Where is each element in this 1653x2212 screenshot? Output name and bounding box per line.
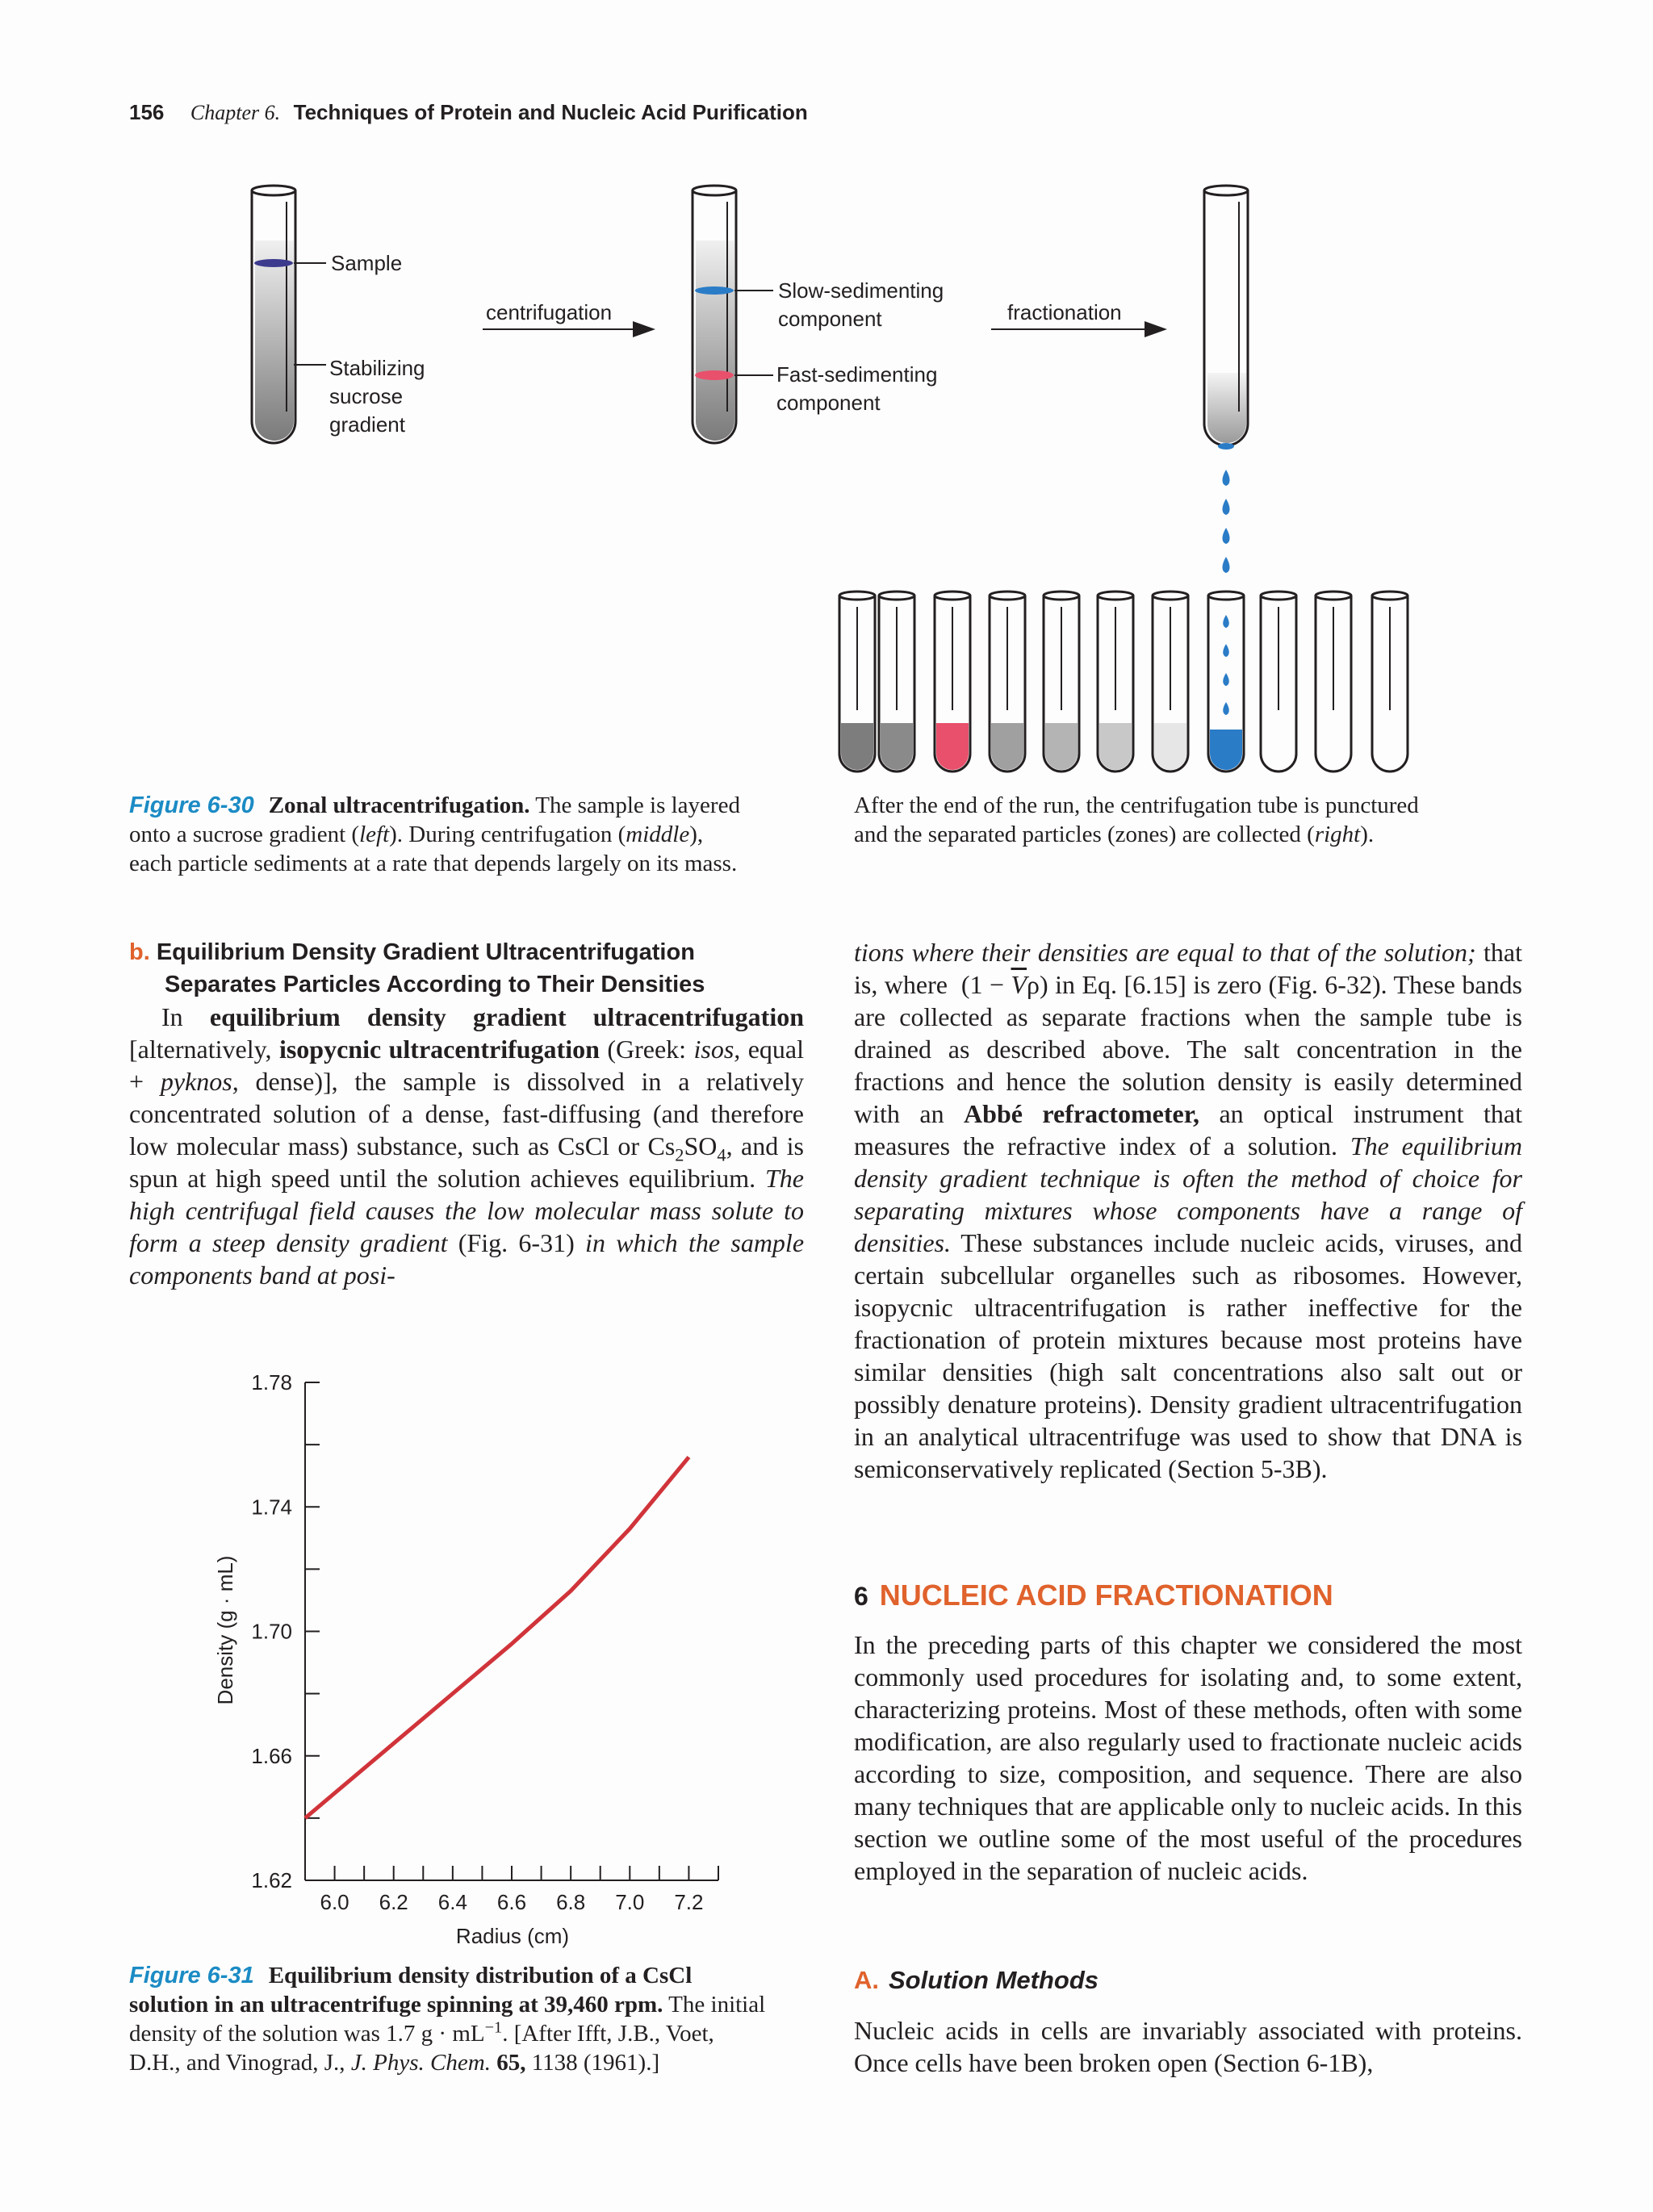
y-tick-label: 1.66 xyxy=(251,1743,292,1768)
x-tick-label: 7.2 xyxy=(674,1890,704,1914)
chapter-title: Techniques of Protein and Nucleic Acid Purification xyxy=(293,100,808,124)
figure-title: Zonal ultracentrifugation. xyxy=(268,792,530,818)
label-fast-1: Fast-sedimenting xyxy=(776,362,938,387)
collection-tube-6 xyxy=(1098,592,1133,771)
caption-text: . [After Ifft, J.B., Voet, xyxy=(502,2021,714,2047)
caption-text: 1138 (1961).] xyxy=(531,2050,660,2076)
collection-tubes xyxy=(839,592,1408,771)
tube-middle xyxy=(693,186,773,443)
x-tick-label: 7.0 xyxy=(615,1890,645,1914)
collection-tube-7 xyxy=(1153,592,1188,771)
section-6-paragraph: In the preceding parts of this chapter we considered the most commonly used procedures for isolating and, to some extent, characterizing proteins. Most of these methods, often with some modification, are also regularly used to fractionate nucleic acids according to size, composition, and sequence. There are also many techniques that are applicable only to nucleic acids. In this section we outline some of the most useful of the procedures employed in the separation of nucleic acids. xyxy=(854,1630,1522,1885)
label-stabilizing-2: sucrose xyxy=(329,384,404,408)
x-axis-label: Radius (cm) xyxy=(455,1924,570,1948)
caption-text: −1 xyxy=(484,2018,503,2037)
label-stabilizing-1: Stabilizing xyxy=(329,356,425,380)
label-stabilizing-3: gradient xyxy=(329,412,405,437)
section-b-paragraph: In equilibrium density gradient ultracentrifugation [alternatively, isopycnic ultracentrifugation (Greek: isos, equal + pyknos, dense)], the sample is dissolved in a relatively concentrated solution of a dense, fast-diffusing (and therefore low molecular mass) substance, such as CsCl or $Cs_2SO_4$, and is spun at high speed until the solution achieves equilibrium. The high centrifugal field causes the low molecular mass solute to form a steep density gradient (Fig. 6-31) in which the sample components band at posi- xyxy=(129,1002,805,1290)
figure-title: solution in an ultracentrifuge spinning at 39,460 rpm. xyxy=(129,1992,663,2018)
section-6-heading xyxy=(854,1579,1333,1612)
caption-text: J. Phys. Chem. xyxy=(350,2050,491,2076)
caption-text: D.H., and Vinograd, J., xyxy=(129,2050,345,2076)
figure-6-30-diagram xyxy=(0,0,1653,775)
x-tick-label: 6.4 xyxy=(437,1890,467,1914)
x-tick-label: 6.8 xyxy=(556,1890,586,1914)
caption-text: The sample is layered xyxy=(535,792,740,818)
caption-text: density of the solution was 1.7 g · mL xyxy=(129,2021,485,2047)
figure-number: Figure 6-30 xyxy=(129,792,254,818)
figure-6-30-caption-left xyxy=(129,791,807,878)
caption-text: each particle sediments at a rate that depends largely on its mass. xyxy=(129,851,738,876)
caption-text: After the end of the run, the centrifugation tube is punctured xyxy=(854,792,1419,818)
caption-text: right xyxy=(1314,822,1361,847)
fast-band xyxy=(695,370,734,380)
collection-tube-5 xyxy=(1044,592,1079,771)
caption-text: onto a sucrose gradient ( xyxy=(129,822,360,847)
collection-tube-11 xyxy=(1372,592,1408,771)
collection-tube-10 xyxy=(1316,592,1351,771)
section-title: NUCLEIC ACID FRACTIONATION xyxy=(879,1579,1333,1612)
caption-text: The initial xyxy=(668,1992,766,2018)
tube-left xyxy=(252,186,326,443)
sample-band xyxy=(254,259,293,267)
caption-text: middle xyxy=(626,822,690,847)
caption-text: ). During centrifugation ( xyxy=(389,822,626,847)
subsection-A-paragraph: Nucleic acids in cells are invariably associated with proteins. Once cells have been broken open (Section 6-1B), xyxy=(854,2016,1522,2077)
page-number: 156 xyxy=(129,100,165,124)
heading-line: Equilibrium Density Gradient Ultracentrifugation xyxy=(156,939,695,965)
y-tick-label: 1.62 xyxy=(251,1868,292,1892)
right-column xyxy=(854,936,1522,1485)
chapter-label: Chapter 6. xyxy=(190,101,281,124)
label-slow-2: component xyxy=(778,307,882,331)
figure-number: Figure 6-31 xyxy=(129,1963,254,1988)
figure-6-31-caption xyxy=(129,1961,807,2077)
x-tick-label: 6.0 xyxy=(320,1890,349,1914)
caption-text: ), xyxy=(689,822,704,847)
collection-tube-3 xyxy=(935,592,970,771)
figure-title: Equilibrium density distribution of a CsCl xyxy=(268,1963,693,1988)
tube-right xyxy=(1204,186,1248,450)
caption-text: left xyxy=(359,822,390,847)
label-sample: Sample xyxy=(331,251,403,275)
label-fast-2: component xyxy=(776,391,881,415)
subsection-letter: A. xyxy=(854,1966,879,1994)
heading-line: Separates Particles According to Their Densities xyxy=(165,972,705,997)
y-axis-label: Density (g · mL) xyxy=(213,1555,237,1705)
left-column xyxy=(129,936,804,1291)
collection-tube-9 xyxy=(1261,592,1296,771)
y-tick-label: 1.74 xyxy=(251,1495,292,1520)
caption-text: ). xyxy=(1360,822,1375,847)
right-column-paragraph: tions where their densities are equal to that of the solution; that is, where $(1 - \overline{V}\rho)$ in Eq. [6.15] is zero (Fig. 6-32). These bands are collected as separate fractions when the sample tube is drained as described above. The salt concentration in the fractions and hence the solution density is easily determined with an Abbé refractometer, an optical instrument that measures the refractive index of a solution. The equilibrium density gradient technique is often the method of choice for separating mixtures whose components have a range of densities. These substances include nucleic acids, viruses, and certain subcellular organelles such as ribosomes. However, isopycnic ultracentrifugation is rather ineffective for the fractionation of protein mixtures because most proteins have similar densities (high salt concentrations also salt out or possibly denature proteins). Density gradient ultracentrifugation in an analytical ultracentrifuge was used to show that DNA is semiconservatively replicated (Section 5-3B). xyxy=(854,938,1523,1483)
y-tick-label: 1.70 xyxy=(251,1619,292,1644)
caption-text: 65, xyxy=(496,2050,526,2076)
subsection-A-heading xyxy=(854,1966,1099,1995)
y-tick-label: 1.78 xyxy=(251,1370,292,1395)
label-centrifugation: centrifugation xyxy=(486,300,613,324)
label-slow-1: Slow-sedimenting xyxy=(778,278,944,303)
collection-tube-4 xyxy=(990,592,1025,771)
collection-tube-1 xyxy=(839,592,875,771)
subsection-title: Solution Methods xyxy=(889,1966,1099,1994)
x-tick-label: 6.6 xyxy=(496,1890,527,1914)
section-b-heading xyxy=(129,936,804,1001)
x-tick-label: 6.2 xyxy=(379,1890,408,1914)
label-fractionation: fractionation xyxy=(1007,300,1122,324)
section-letter: b. xyxy=(129,939,150,965)
collection-tube-2 xyxy=(879,592,914,771)
slow-band xyxy=(695,286,734,295)
figure-6-30-caption-right xyxy=(854,791,1532,849)
section-number: 6 xyxy=(854,1582,868,1611)
caption-text: and the separated particles (zones) are collected ( xyxy=(854,822,1315,847)
density-curve xyxy=(305,1457,688,1818)
